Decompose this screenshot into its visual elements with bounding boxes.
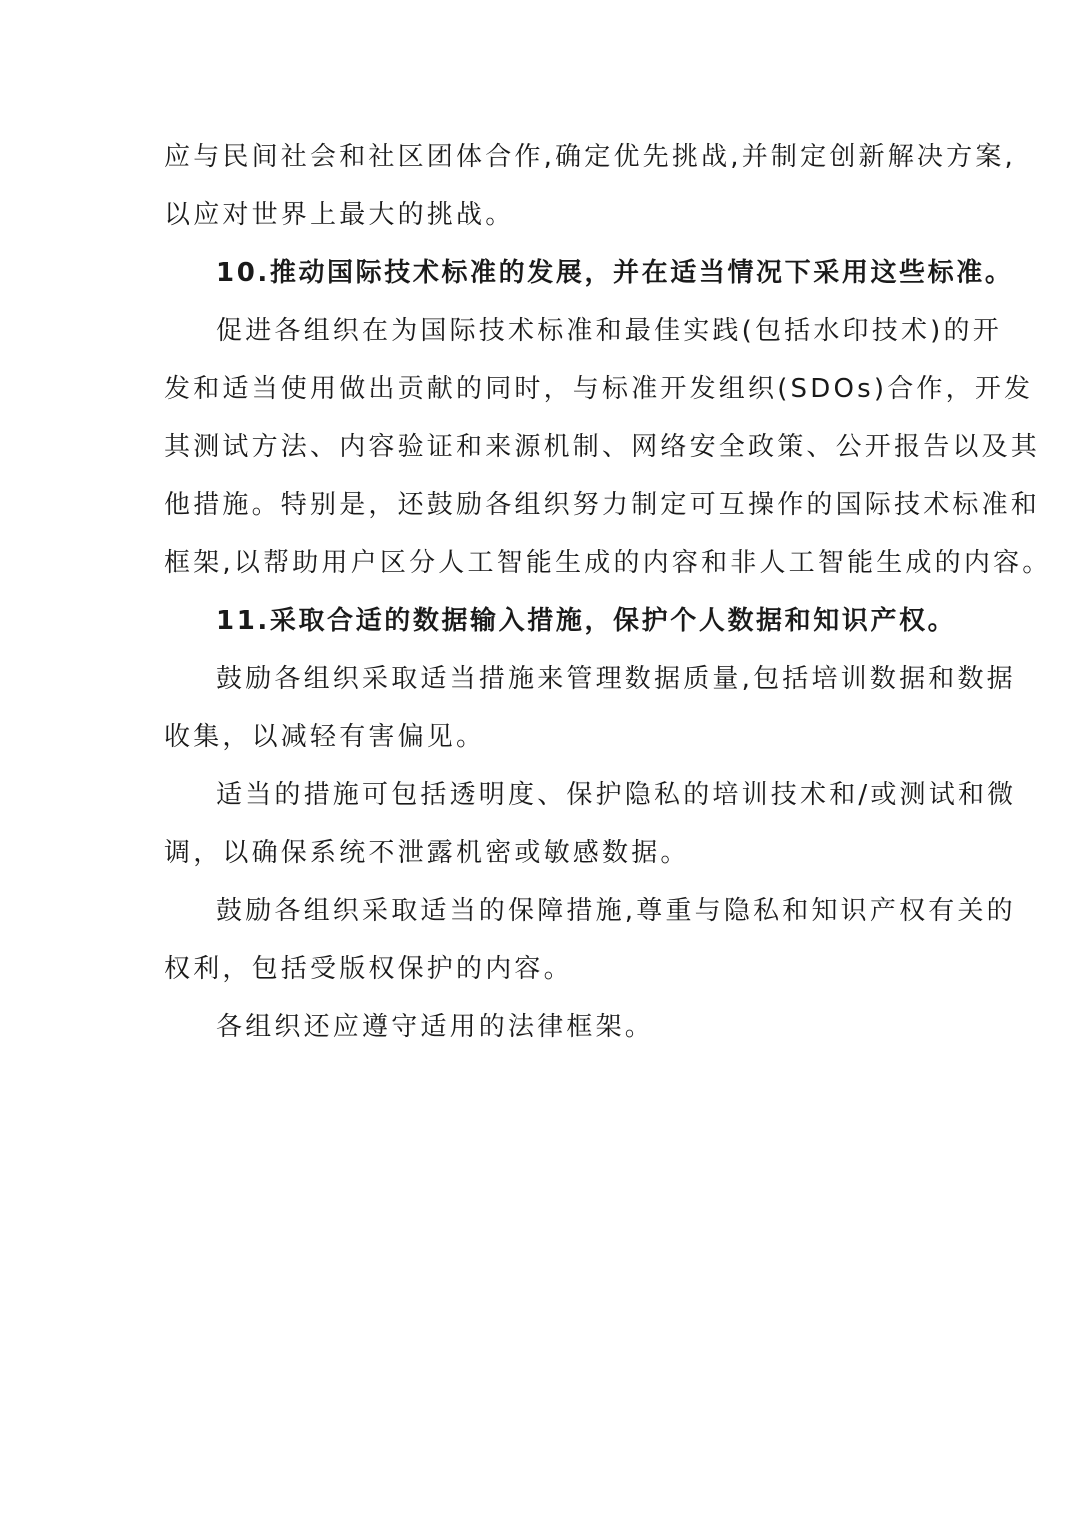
text-line: 适当的措施可包括透明度、保护隐私的培训技术和/或测试和微	[216, 780, 1017, 810]
text-line: 框架,以帮助用户区分人工智能生成的内容和非人工智能生成的内容。	[164, 548, 1052, 578]
paragraph	[164, 998, 920, 1056]
text-line: 鼓励各组织采取适当措施来管理数据质量,包括培训数据和数据	[216, 664, 1016, 694]
paragraph	[164, 128, 1016, 244]
section-heading	[164, 244, 1014, 302]
text-line: 鼓励各组织采取适当的保障措施,尊重与隐私和知识产权有关的	[216, 896, 1016, 926]
heading-line: 11.采取合适的数据输入措施，保护个人数据和知识产权。	[216, 606, 957, 636]
text-line: 权利，包括受版权保护的内容。	[164, 954, 573, 984]
paragraph	[164, 302, 1052, 592]
document-page	[164, 128, 1052, 1056]
text-line: 他措施。特别是，还鼓励各组织努力制定可互操作的国际技术标准和	[164, 490, 1041, 520]
text-line: 调，以确保系统不泄露机密或敏感数据。	[164, 838, 690, 868]
text-line: 其测试方法、内容验证和来源机制、网络安全政策、公开报告以及其	[164, 432, 1041, 462]
text-line: 促进各组织在为国际技术标准和最佳实践(包括水印技术)的开	[216, 316, 1002, 346]
paragraph	[164, 882, 1016, 998]
paragraph	[164, 766, 1017, 882]
heading-line: 10.推动国际技术标准的发展，并在适当情况下采用这些标准。	[216, 258, 1014, 288]
text-line: 应与民间社会和社区团体合作,确定优先挑战,并制定创新解决方案,	[164, 142, 1016, 172]
text-line: 收集，以减轻有害偏见。	[164, 722, 486, 752]
text-line: 发和适当使用做出贡献的同时，与标准开发组织(SDOs)合作，开发	[164, 374, 1034, 404]
text-line: 以应对世界上最大的挑战。	[164, 200, 515, 230]
paragraph	[164, 650, 1016, 766]
section-heading	[164, 592, 957, 650]
text-line: 各组织还应遵守适用的法律框架。	[216, 1012, 655, 1042]
